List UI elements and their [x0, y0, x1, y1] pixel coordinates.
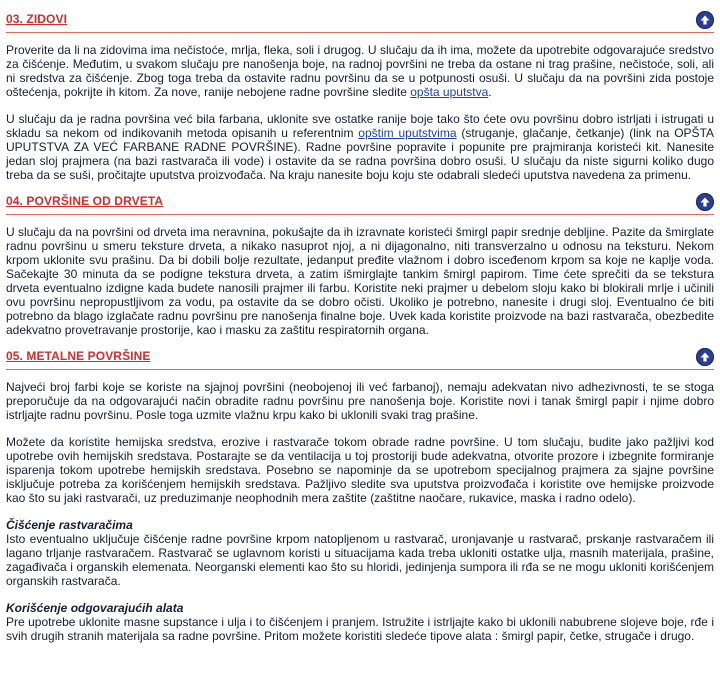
general-instructions-link[interactable]: opšta uputstva [410, 85, 489, 99]
arrow-up-icon [699, 14, 711, 26]
section-header-metal [6, 345, 714, 369]
paragraph: Pre upotrebe uklonite masne supstance i ulja i to čišćenjem i pranjem. Istružite i istrljajte kako bi uklonili nabubrene slojeve boje, rđe i svih drugih stranih materijala sa radne površine. Pritom možete koristiti sledeće tipove alata : šmirgl papir, četke, strugače i drugo. [6, 615, 714, 643]
paragraph: Možete da koristite hemijska sredstva, erozive i rastvarače tokom obrade radne površine. U tom slučaju, budite jako pažljivi kod upotrebe ovih hemijskih sredstava. Postarajte se da ventilacija u toj prostoriji bude adekvatna, otvorite prozore i izbegnite formiranje isparenja tokom upotrebe hemijskih sredstava. Posebno se napominje da se upotrebom specijalnog prajmera za sjajne površine isključuje potreba za korišćenjem hemijskih sredstava. Pažljivo sledite sva uputstva proizvođača i koristite ove hemijske proizvode kao što su jaki rastvarači, uz preduzimanje neophodnih mera zaštite (zaštitne naočare, rukavice, maska i radno odelo). [6, 435, 714, 505]
article [6, 8, 714, 643]
subheading: Korišćenje odgovarajućih alata [6, 601, 184, 615]
back-to-top-button[interactable] [696, 348, 714, 366]
section-header-drvo [6, 190, 714, 214]
general-instructions-link[interactable]: opštim uputstvima [358, 126, 457, 140]
arrow-up-icon [699, 351, 711, 363]
paragraph: U slučaju da je radna površina već bila farbana, uklonite sve ostatke ranije boje tako što ćete ovu površinu dobro istrljati i istrugati u skladu sa nekom od indikovanih metoda opisanih u referentnim opštim uputstvima (struganje, glačanje, četkanje) (link na OPŠTA UPUTSTVA ZA VEĆ FARBANE RADNE POVRŠINE). Radne površine popravite i popunite pre prajmiranja koristeći kit. Nanesite jedan sloj prajmera (na bazi rastvarača ili vode) i ostavite da se radna površina dobro osuši. U slučaju da niste sigurni koliko dugo treba da se suši, pročitajte uputstva proizvođača. Na kraju nanesite boju koju ste odabrali sledeći uputstva navedena za primenu. [6, 112, 715, 182]
paragraph: Najveći broj farbi koje se koriste na sjajnoj površini (neobojenoj ili već farbanoj), nemaju adekvatan nivo adhezivnosti, te se stoga preporučuje da na odgovarajući način obradite radnu površinu pre nanošenja boje. Koristite novi i tanak šmirgl papir i njime dobro istrljajte radnu površinu. Posle toga uzmite vlažnu krpu kako bi uklonili svaki trag prašine. [6, 380, 714, 422]
back-to-top-button[interactable] [696, 11, 714, 29]
paragraph: Proverite da li na zidovima ima nečistoće, mrlja, fleka, soli i drugog. U slučaju da ih ima, možete da upotrebite odgovarajuće sredstvo za čišćenje. Međutim, u svakom slučaju pre nanošenja boje, na radnoj površini ne treba da ostane ni trag prašine, nečistoće, soli, ali ni sredstva za čišćenje. Zbog toga treba da ostavite radnu površinu da se u potpunosti osuši. U slučaju da na površini zida postoje oštećenja, pokrijte ih kitom. Za nove, ranije nebojene radne površine sledite opšta uputstva. [6, 43, 714, 99]
section-title[interactable]: 05. METALNE POVRŠINE [6, 349, 151, 363]
section-title[interactable]: 04. POVRŠINE OD DRVETA [6, 194, 164, 208]
paragraph: Isto eventualno uključuje čišćenje radne površine krpom natopljenom u rastvarač, uronjavanje u rastvarač, prskanje rastvaračem ili lagano trljanje rastvaračem. Rastvarač se uglavnom koristi u situacijama kada treba ukloniti ostatke ulja, masnih materijala, prašine, zagađivača i organskih elemenata. Neorganski elementi kao što su hloridi, jedinjenja sumpora ili rđa se ne mogu ukloniti korišćenjem organskih rastvarača. [6, 532, 714, 588]
section-header-zidovi [6, 8, 714, 32]
back-to-top-button[interactable] [696, 193, 714, 211]
section-title[interactable]: 03. ZIDOVI [6, 12, 68, 26]
subheading: Čišćenje rastvaračima [6, 518, 133, 532]
paragraph: U slučaju da na površini od drveta ima neravnina, pokušajte da ih izravnate koristeći šmirgl papir srednje debljine. Pazite da šmirglate radnu površinu u smeru teksture drveta, a nikako nasuprot njoj, a ni dijagonalno, niti transverzalno u odnosu na teksturu. Nekom krpom uklonite svu prašinu. Da bi dobili bolje rezultate, jedanput pređite vlažnom i dobro isceđenom krpom sa koje ne kaplje voda. Sačekajte 30 minuta da se podigne tekstura drveta, a zatim išmirglajte tankim šmirgl papirom. Time ćete sprečiti da se tekstura drveta eventualno izdigne kada budete nanosili prajmer ili farbu. Koristite neki prajmer u debelom sloju kako bi blokirali mrlje i učinili ovu površinu nepropustljivom za vodu, pa ostavite da se dobro očisti. Ukoliko je potrebno, nanesite i drugi sloj. Eventualno će biti potrebno da blago izglačate radnu površinu pre nanošenja finalne boje. Uvek kada koristite proizvode na bazi rastvarača, obezbedite adekvatno provetravanje prostorije, kao i masku za zaštitu respiratornih organa. [6, 225, 714, 337]
arrow-up-icon [699, 196, 711, 208]
